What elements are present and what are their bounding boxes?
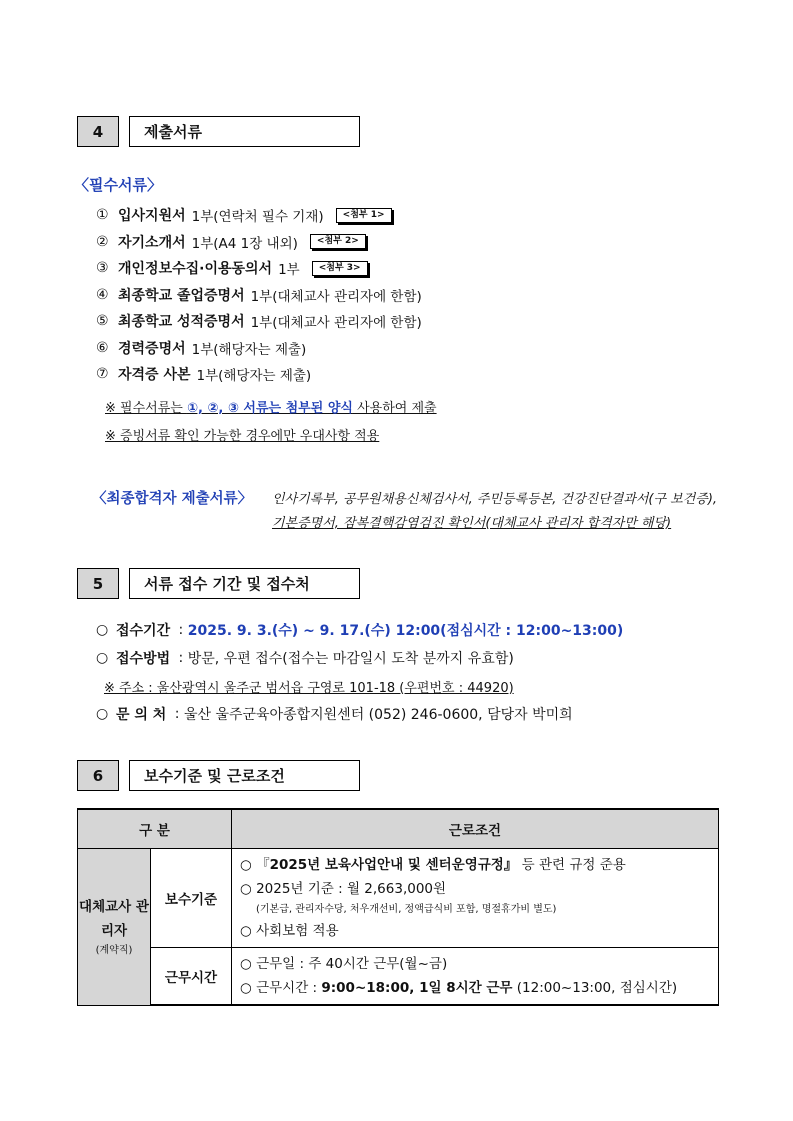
work-line-suffix: (12:00~13:00, 점심시간) <box>512 980 678 996</box>
required-docs-list <box>96 202 756 388</box>
bullet-icon: ○ <box>96 706 109 722</box>
doc-detail: 1부 <box>278 262 300 279</box>
doc-name: 입사지원서 <box>118 208 186 225</box>
work-line-bold: 9:00~18:00, 1일 8시간 근무 <box>321 980 513 996</box>
doc-detail: 1부(해당자는 제출) <box>196 368 312 385</box>
attachment-badge: <첨부 2> <box>310 234 366 249</box>
pay-line-suffix: 등 관련 규정 준용 <box>517 857 626 873</box>
doc-detail: 1부(연락처 필수 기재) <box>191 209 324 226</box>
pay-line-bold: 2025년 보육사업안내 및 센터운영규정』 <box>269 857 518 873</box>
doc-name: 최종학교 졸업증명서 <box>118 287 245 304</box>
list-item <box>96 229 756 256</box>
field-label: 접수기간 <box>116 623 171 639</box>
pay-line <box>240 853 710 877</box>
final-docs-line: 기본증명서, 잠복결핵감염검진 확인서(대체교사 관리자 합격자만 해당) <box>272 516 672 531</box>
reception-method <box>96 644 623 672</box>
field-label: 문 의 처 <box>116 707 167 723</box>
field-value: 방문, 우편 접수(접수는 마감일시 도착 분까지 유효함) <box>187 651 514 667</box>
attachment-badge: <첨부 3> <box>312 261 368 276</box>
final-docs-heading: 〈최종합격자 제출서류〉 <box>92 491 253 507</box>
list-item <box>96 308 756 335</box>
section-title: 서류 접수 기간 및 접수처 <box>129 568 360 599</box>
section-number: 4 <box>77 116 119 147</box>
item-marker: ② <box>96 233 109 250</box>
list-item <box>96 282 756 309</box>
list-item <box>96 202 756 229</box>
section-title: 보수기준 및 근로조건 <box>129 760 360 791</box>
pay-line: ○ 2025년 기준 : 월 2,663,000원 <box>240 881 447 897</box>
doc-name: 최종학교 성적증명서 <box>118 314 245 331</box>
field-value: 울산 울주군육아종합지원센터 (052) 246-0600, 담당자 박미희 <box>183 707 573 723</box>
item-marker: ⑤ <box>96 313 109 330</box>
table-row <box>78 948 719 1006</box>
doc-name: 개인정보수집·이용동의서 <box>118 261 273 278</box>
reception-period <box>96 616 623 644</box>
section-number: 6 <box>77 760 119 791</box>
category-cell <box>78 849 151 1006</box>
item-marker: ④ <box>96 286 109 303</box>
work-line: ○ 근무일 : 주 40시간 근무(월~금) <box>240 956 448 972</box>
address-text: ※ 주소 : 울산광역시 울주군 범서읍 구영로 101-18 (우편번호 : 44920) <box>104 680 514 696</box>
doc-name: 자기소개서 <box>118 234 186 251</box>
reception-address <box>96 672 623 700</box>
pay-conditions-cell <box>232 849 719 948</box>
bullet-icon: ○ <box>96 650 109 666</box>
doc-name: 경력증명서 <box>118 340 186 357</box>
pay-detail: (기본급, 관리자수당, 처우개선비, 정액급식비 포함, 명절휴가비 별도) <box>256 904 557 915</box>
note-text: 사용하여 제출 <box>352 401 437 416</box>
table-row <box>78 849 719 948</box>
field-label: 접수방법 <box>116 651 171 667</box>
table-header-category: 구 분 <box>78 809 232 849</box>
item-marker: ③ <box>96 260 109 277</box>
conditions-table <box>77 808 719 1006</box>
note-preference: ※ 증빙서류 확인 가능한 경우에만 우대사항 적용 <box>105 429 380 444</box>
doc-detail: 1부(대체교사 관리자에 한함) <box>250 315 422 332</box>
work-line-prefix: ○ 근무시간 : <box>240 980 322 996</box>
work-conditions-cell <box>232 948 719 1006</box>
doc-name: 자격증 사본 <box>118 367 191 384</box>
separator: : <box>170 706 184 722</box>
final-docs-list <box>272 488 742 536</box>
doc-detail: 1부(대체교사 관리자에 한함) <box>250 288 422 305</box>
reception-contact <box>96 700 623 728</box>
section-title: 제출서류 <box>129 116 360 147</box>
category-label: 대체교사 관리자 <box>79 898 149 939</box>
field-value: 2025. 9. 3.(수) ~ 9. 17.(수) 12:00(점심시간 : 12:00~13:00) <box>187 623 624 639</box>
category-note: (계약직) <box>95 944 133 956</box>
reception-info <box>96 616 623 728</box>
pay-label-cell: 보수기준 <box>151 849 232 948</box>
note-text: ※ 필수서류는 <box>105 401 187 416</box>
required-docs-heading: 〈필수서류〉 <box>74 176 162 194</box>
list-item <box>96 361 756 388</box>
item-marker: ⑥ <box>96 339 109 356</box>
note-highlight: ①, ②, ③ 서류는 첨부된 양식 <box>186 401 353 416</box>
work-line <box>240 976 710 1000</box>
item-marker: ① <box>96 207 109 224</box>
attachment-badge: <첨부 1> <box>336 208 392 223</box>
separator: : <box>174 622 188 638</box>
pay-line: ○ 사회보험 적용 <box>240 923 339 939</box>
work-label-cell: 근무시간 <box>151 948 232 1006</box>
table-header-conditions: 근로조건 <box>232 809 719 849</box>
list-item <box>96 335 756 362</box>
list-item <box>96 255 756 282</box>
separator: : <box>174 650 188 666</box>
item-marker: ⑦ <box>96 366 109 383</box>
pay-line-prefix: ○ 『 <box>240 857 270 873</box>
note-required-forms <box>105 397 437 416</box>
bullet-icon: ○ <box>96 622 109 638</box>
section-number: 5 <box>77 568 119 599</box>
doc-detail: 1부(해당자는 제출) <box>191 341 307 358</box>
final-docs-line: 인사기록부, 공무원채용신체검사서, 주민등록등본, 건강진단결과서(구 보건증), <box>272 492 718 507</box>
doc-detail: 1부(A4 1장 내외) <box>191 235 298 252</box>
